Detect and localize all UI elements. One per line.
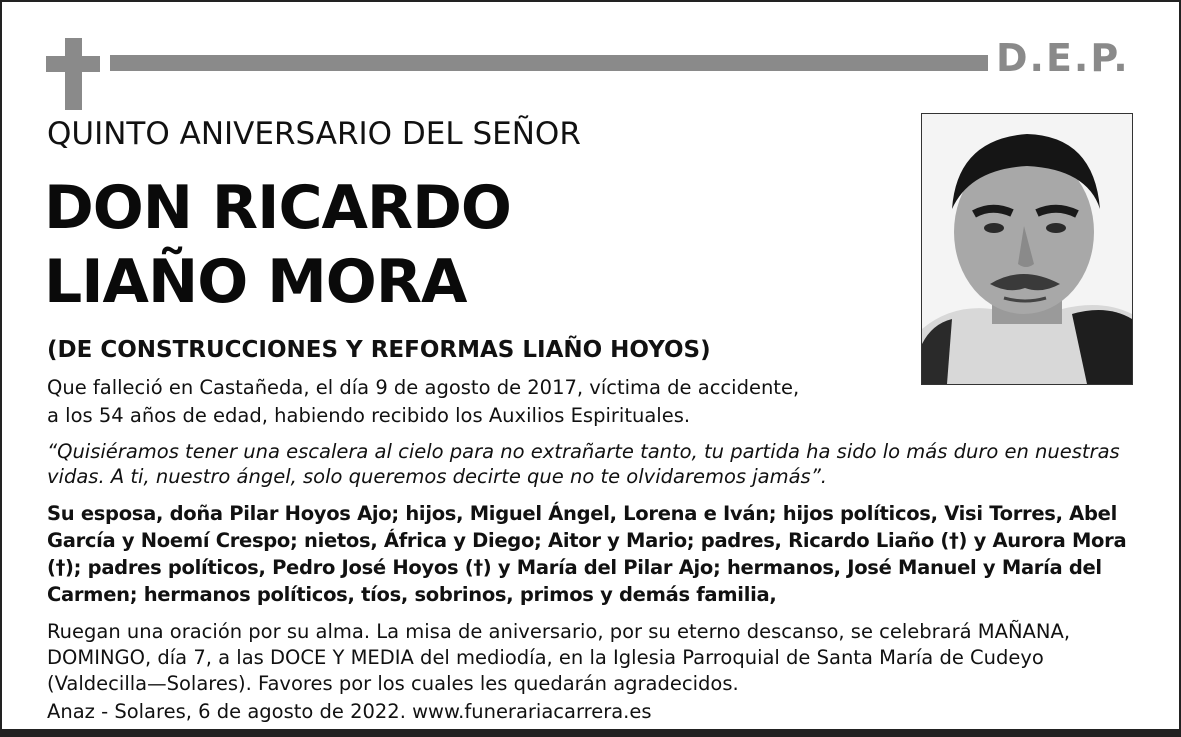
cross-icon xyxy=(46,38,100,110)
memorial-quote: “Quisiéramos tener una escalera al cielo para no extrañarte tanto, tu partida ha sido lo más duro en nuestras vidas. A ti, nuestro ángel, solo queremos decirte que no te olvidaremos jamás”. xyxy=(47,440,1120,488)
header-rule xyxy=(110,55,988,71)
deceased-name-line1: DON RICARDO xyxy=(44,173,511,243)
portrait-photo xyxy=(921,113,1133,385)
anniversary-heading: QUINTO ANIVERSARIO DEL SEÑOR xyxy=(47,116,581,152)
footer-place-date: Anaz - Solares, 6 de agosto de 2022. www.funerariacarrera.es xyxy=(47,700,652,723)
mass-announcement: Ruegan una oración por su alma. La misa de aniversario, por su eterno descanso, se celebrará MAÑANA, DOMINGO, día 7, a las DOCE Y MEDIA del mediodía, en la Iglesia Parroquial de Santa María de Cudeyo (Valdecilla—Solares). Favores por los cuales les quedarán agradecidos. xyxy=(47,620,1071,695)
company-line: (DE CONSTRUCCIONES Y REFORMAS LIAÑO HOYOS) xyxy=(47,337,711,363)
deceased-name-line2: LIAÑO MORA xyxy=(44,247,467,317)
family-list: Su esposa, doña Pilar Hoyos Ajo; hijos, Miguel Ángel, Lorena e Iván; hijos políticos, Visi Torres, Abel García y Noemí Crespo; nietos, África y Diego; Aitor y Mario; padres, Ricardo Liaño (†) y Aurora Mora (†); padres políticos, Pedro José Hoyos (†) y María del Pilar Ajo; hermanos, José Manuel y María del Carmen; hermanos políticos, tíos, sobrinos, primos y demás familia, xyxy=(47,502,1127,606)
dep-label: D.E.P. xyxy=(996,36,1130,80)
death-details-line2: a los 54 años de edad, habiendo recibido los Auxilios Espirituales. xyxy=(47,404,691,427)
death-details-line1: Que falleció en Castañeda, el día 9 de agosto de 2017, víctima de accidente, xyxy=(47,376,800,399)
